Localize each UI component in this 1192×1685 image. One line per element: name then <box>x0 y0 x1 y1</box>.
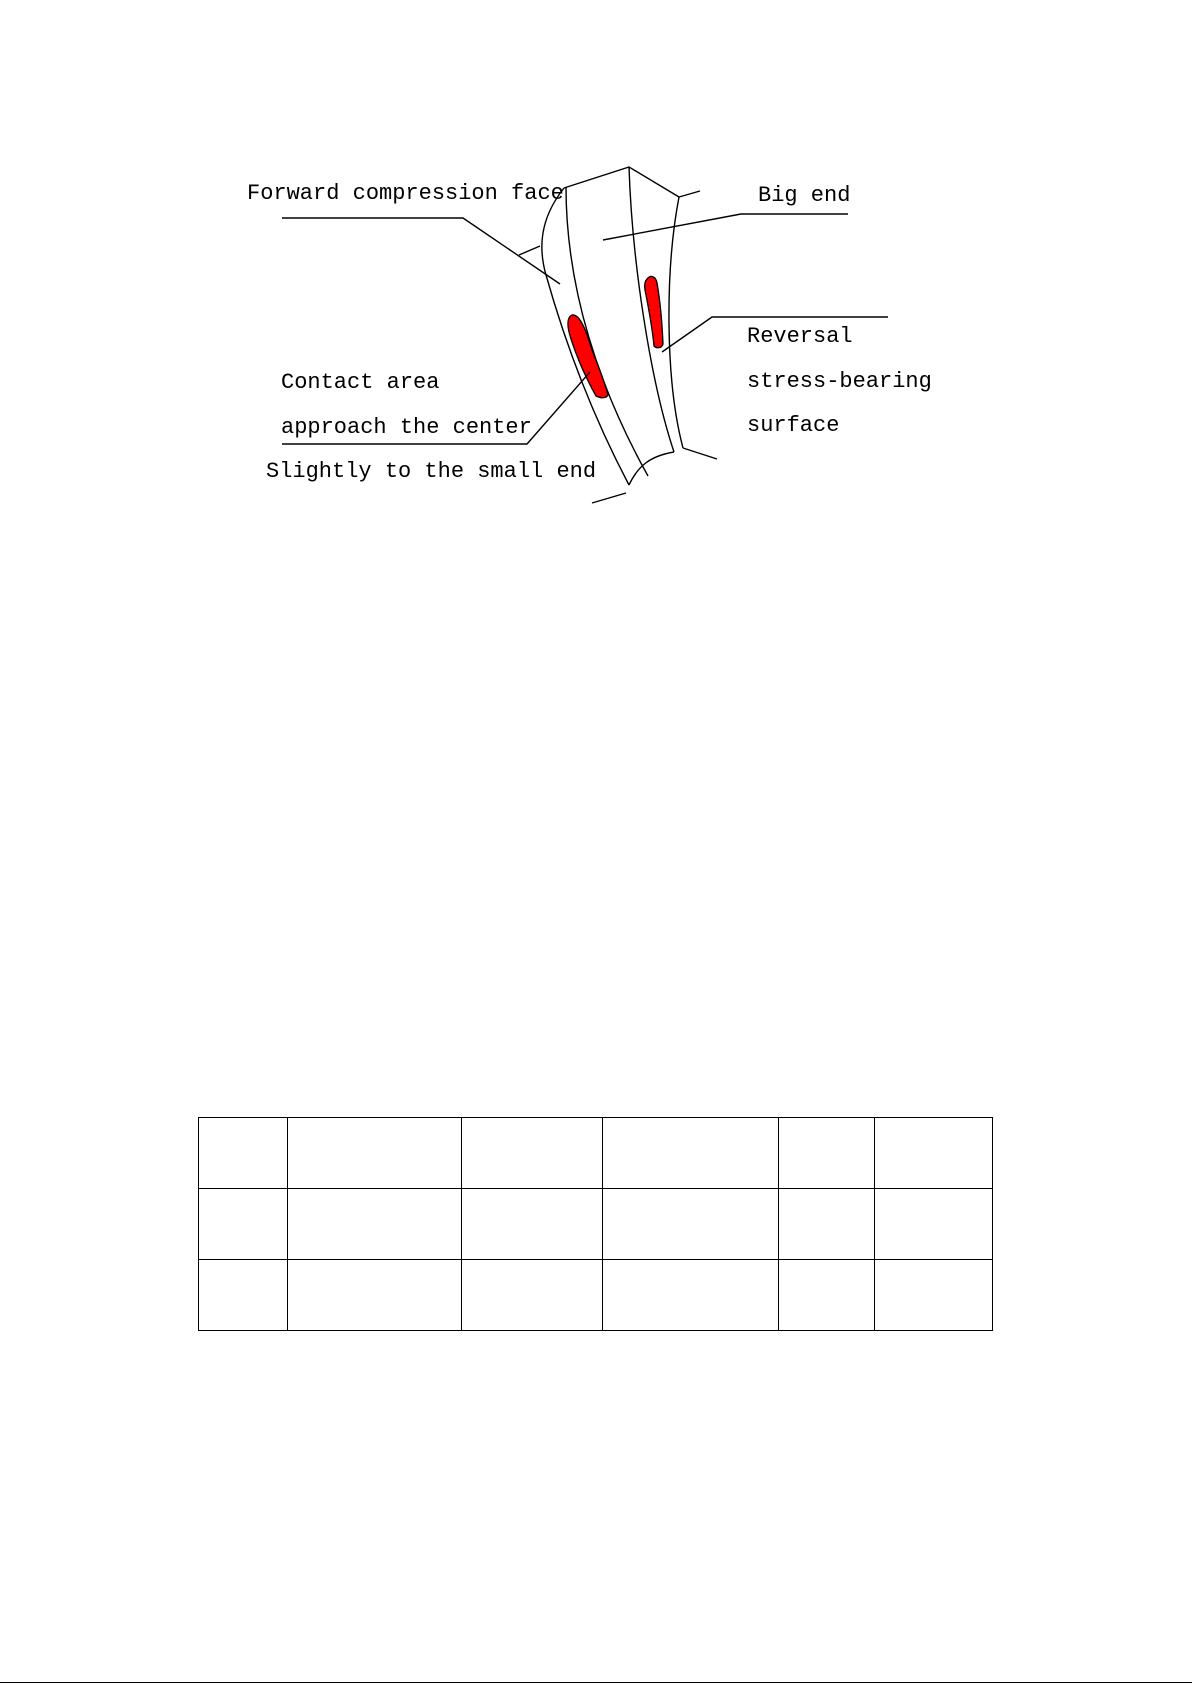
table-cell <box>288 1189 462 1260</box>
blank-table <box>198 1117 993 1331</box>
table-cell <box>462 1189 603 1260</box>
table-cell <box>199 1189 288 1260</box>
table-cell <box>603 1118 779 1189</box>
footer-rule <box>0 1682 1192 1683</box>
table-cell <box>199 1118 288 1189</box>
tick-lower-right <box>683 448 717 459</box>
label-big-end: Big end <box>758 183 851 208</box>
label-reversal-line2: stress-bearing <box>747 369 932 394</box>
label-reversal-line1: Reversal <box>747 324 853 349</box>
table-cell <box>603 1260 779 1331</box>
label-small-end: Slightly to the small end <box>266 459 597 484</box>
tick-upper-right <box>679 191 700 197</box>
tick-bottom <box>592 493 626 503</box>
tooth-top-edge <box>564 167 679 197</box>
table-cell <box>779 1118 875 1189</box>
table-row <box>199 1189 993 1260</box>
leader-big-end <box>603 214 848 240</box>
leader-forward-face <box>282 218 560 284</box>
gear-tooth-diagram <box>0 0 1192 560</box>
table-cell <box>779 1189 875 1260</box>
table-cell <box>875 1260 993 1331</box>
label-approach-center: approach the center <box>281 415 532 440</box>
table-cell <box>875 1189 993 1260</box>
tooth-right-edge <box>669 197 683 448</box>
table-cell <box>462 1260 603 1331</box>
forward-contact-patch <box>568 315 608 398</box>
label-forward-compression-face: Forward compression face <box>247 181 564 206</box>
table-cell <box>875 1118 993 1189</box>
table-row <box>199 1260 993 1331</box>
table-cell <box>462 1118 603 1189</box>
label-contact-area: Contact area <box>281 370 440 395</box>
table-cell <box>288 1260 462 1331</box>
label-reversal-line3: surface <box>747 413 840 438</box>
table-cell <box>288 1118 462 1189</box>
table-cell <box>199 1260 288 1331</box>
tick-left-edge <box>519 246 540 255</box>
tooth-small-end-root <box>629 452 674 485</box>
table-cell <box>779 1260 875 1331</box>
table-cell <box>603 1189 779 1260</box>
table-row <box>199 1118 993 1189</box>
